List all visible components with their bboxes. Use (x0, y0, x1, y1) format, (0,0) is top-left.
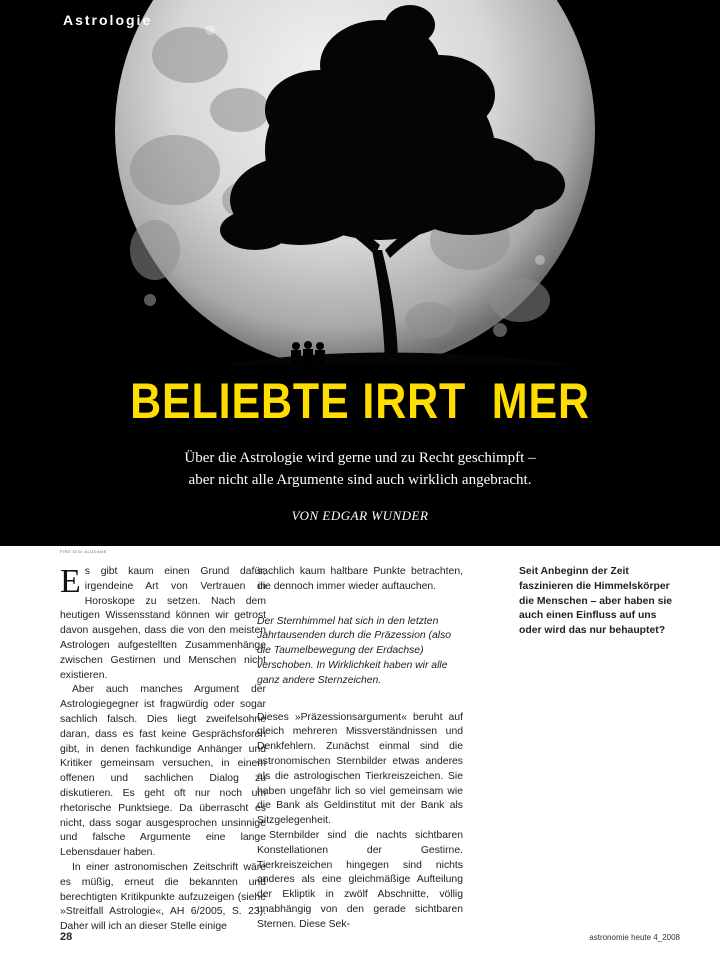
article-column-2 (257, 565, 463, 933)
section-label: Astrologie (63, 12, 153, 28)
article-column-1 (60, 565, 266, 935)
photo-credit: FIRE DIGI ALUDANE (60, 549, 107, 554)
paragraph (60, 565, 266, 683)
paragraph: Dieses »Präzessionsargument« beruht auf gleich mehreren Missverständnissen und Denkfehlern. Zunächst einmal sind die astronomischen Sternbilder etwas anderes als die astrologischen Tierkreiszeichen. Sie haben ungefähr lich so viel gemeinsam wie die Bank als Geldinstitut mit der Bank als Sitzgelegenheit. (257, 711, 463, 827)
subtitle-line: Über die Astrologie wird gerne und zu Recht geschimpft – (184, 450, 536, 466)
paragraph: sachlich kaum haltbare Punkte betrachten, die dennoch immer wieder auftauchen. (257, 566, 463, 592)
subtitle (0, 447, 720, 491)
paragraph: In einer astronomischen Zeitschrift wäre es müßig, erneut die bekannten und berechtigten Kritikpunkte aufzuzeigen (siehe »Streitfall Astrologie«, AH 6/2005, S. 23). Daher will ich an dieser Stelle einige (60, 861, 266, 933)
byline: VON EDGAR WUNDER (291, 508, 429, 523)
paragraph: Sternbilder sind die nachts sichtbaren Konstellationen der Gestirne. Tierkreiszeichen hingegen sind nichts anderes als eine gleichmäßige Aufteilung der Ekliptik in zwölf Abschnitte, völlig unabhängig von den gerade sichtbaren Sternen. Diese Sek- (257, 829, 463, 930)
people-on-bench (291, 341, 325, 364)
subtitle-line: aber nicht alle Argumente sind auch wirklich angebracht. (188, 472, 532, 488)
page-number: 28 (60, 931, 73, 943)
paragraph: Aber auch manches Argument der Astrologiegegner ist fragwürdig oder sogar sachlich falsch. Dies liegt zweifelsohne daran, dass es fast keine Gesprächsforen gibt, in denen fachkundige Anhänger und Kritiker gemeinsam versuchen, in einem offenen und sachlichen Dialog zu diskutieren. Es geht oft nur noch um rhetorische Punktsiege. Da überrascht es nicht, dass sogar ausgesprochen unsinnige und falsche Argumente eine lange Lebensdauer haben. (60, 684, 266, 859)
teaser-aside: Seit Anbeginn der Zeit faszinieren die Himmelskörper die Menschen – aber haben sie auch einen Einfluss auf uns oder wird das nur behauptet? (519, 566, 673, 637)
magazine-issue: astronomie heute 4_2008 (589, 933, 680, 942)
drop-cap: E (60, 563, 81, 600)
pull-quote: Der Sternhimmel hat sich in den letzten Jahrtausenden durch die Präzession (also die Taumelbewegung der Erdachse) verschoben. In Wirklichkeit haben wir alle ganz andere Sternzeichen. (257, 615, 452, 686)
headline: BELIEBTE IRRT MER (130, 373, 590, 429)
paragraph-text: s gibt kaum einen Grund dafür, irgendeine Art von Vertrauen in Horoskope zu setzen. Nach dem heutigen Wissensstand können wir getrost davon ausgehen, dass die von den meisten Astrologen aufgestellten Zusammenhänge zwischen Gestirnen und Menschen nicht existieren. (60, 566, 266, 681)
